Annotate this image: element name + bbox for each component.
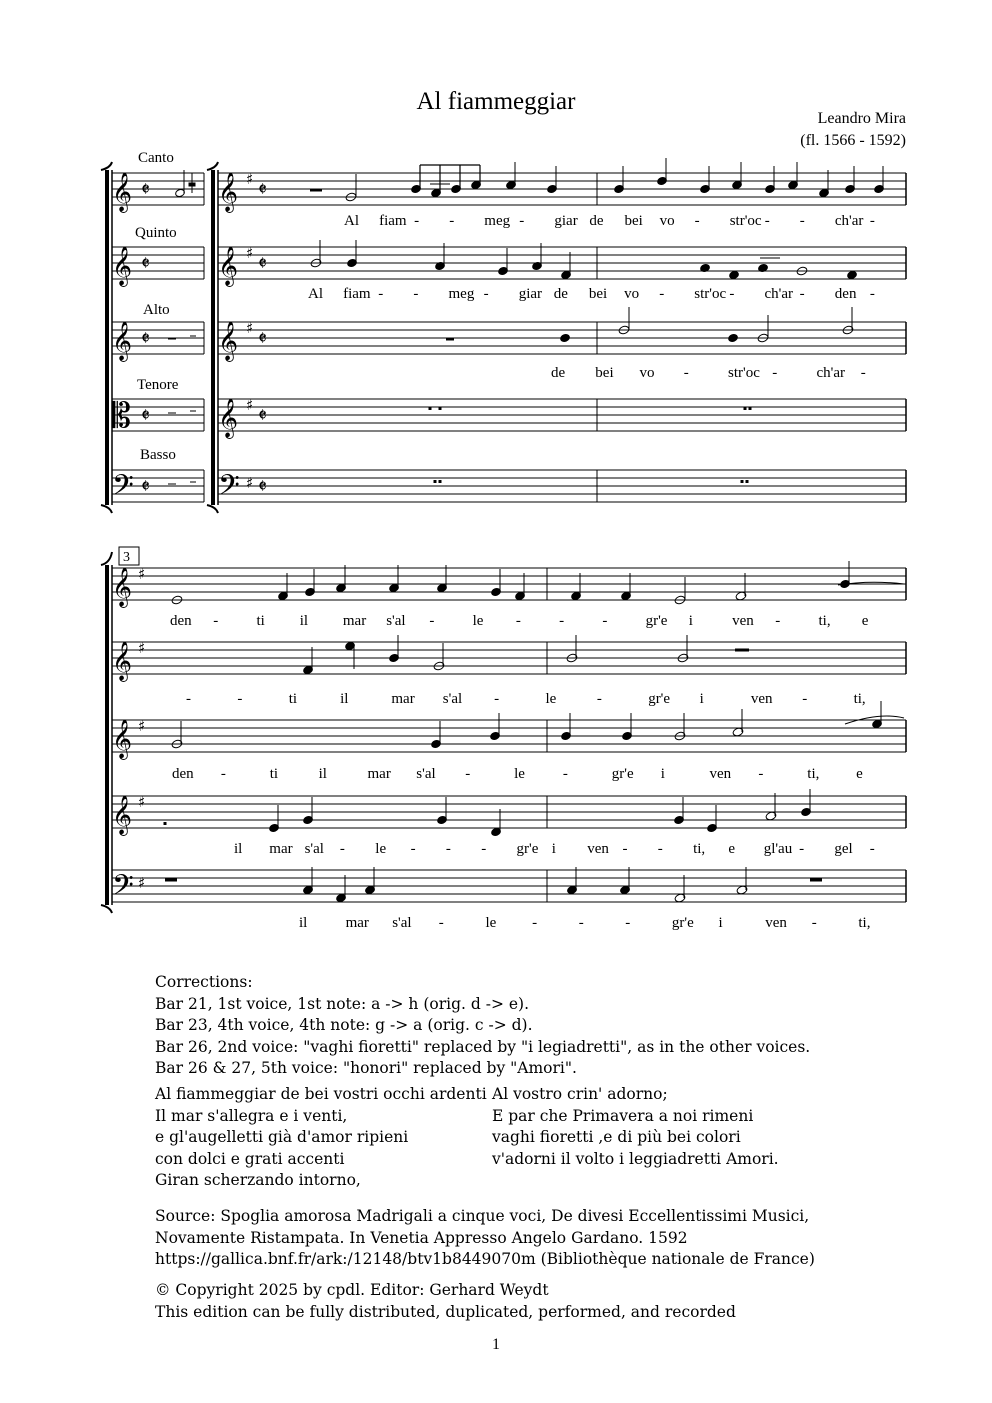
lyric-syllable: gr'e xyxy=(516,841,539,857)
lyric-syllable: - xyxy=(802,691,808,707)
lyric-syllable: - xyxy=(413,286,419,302)
lyric-syllable: - xyxy=(811,915,817,931)
svg-text:𝄞: 𝄞 xyxy=(112,321,133,361)
lyric-syllable: fiam xyxy=(379,213,407,229)
poem-line: vaghi fioretti ,e di più bei colori xyxy=(492,1128,741,1146)
lyric-syllable: - xyxy=(758,766,764,782)
lyric-syllable: ti, xyxy=(858,915,871,931)
lyric-syllable: str'oc xyxy=(728,365,760,381)
poem-line: e gl'augelletti già d'amor ripieni xyxy=(155,1128,409,1146)
lyric-syllable: - xyxy=(860,365,866,381)
poem-line: Al fiammeggiar de bei vostri occhi ardenti xyxy=(155,1085,487,1103)
lyric-syllable: il xyxy=(318,766,327,782)
lyric-syllable: - xyxy=(532,915,538,931)
svg-text:𝄞: 𝄞 xyxy=(218,398,239,438)
lyric-syllable: - xyxy=(429,613,435,629)
lyric-syllable: le xyxy=(485,915,497,931)
lyric-syllable: ti xyxy=(256,613,265,629)
lyric-syllable: bei xyxy=(595,365,614,381)
lyric-syllable: ti, xyxy=(853,691,866,707)
lyric-syllable: le xyxy=(545,691,557,707)
lyric-syllable: str'oc xyxy=(694,286,727,302)
lyric-syllable: - xyxy=(410,841,416,857)
lyric-syllable: - xyxy=(578,915,584,931)
lyric-syllable: bei xyxy=(588,286,608,302)
lyric-syllable: il xyxy=(340,691,349,707)
lyric-syllable: gl'au xyxy=(763,841,793,857)
lyric-syllable: den xyxy=(172,766,194,782)
svg-text:𝄞: 𝄞 xyxy=(218,246,239,286)
voice-name-tenore: Tenore xyxy=(137,377,179,393)
svg-text:𝄵: 𝄵 xyxy=(258,403,267,427)
lyric-syllable: mar xyxy=(342,613,367,629)
lyric-syllable: - xyxy=(186,691,191,707)
svg-text:♯: ♯ xyxy=(138,793,146,811)
lyric-syllable: ti, xyxy=(818,613,831,629)
lyric-syllable: - xyxy=(775,613,781,629)
lyric-syllable: ven xyxy=(765,915,787,931)
svg-text:𝄵: 𝄵 xyxy=(258,251,267,275)
lyric-syllable: - xyxy=(494,691,500,707)
poem-line: E par che Primavera a noi rimeni xyxy=(492,1106,754,1125)
lyric-syllable: - xyxy=(869,841,875,857)
poem-right xyxy=(492,1084,779,1170)
lyric-syllable: le xyxy=(472,613,484,629)
svg-text:♯: ♯ xyxy=(246,474,254,492)
lyric-syllable: - xyxy=(220,766,226,782)
svg-text:𝄵: 𝄵 xyxy=(141,403,150,427)
copyright-line: © Copyright 2025 by cpdl. Editor: Gerhard Weydt xyxy=(155,1281,549,1299)
lyric-syllable: s'al xyxy=(392,915,412,931)
svg-text:𝄢: 𝄢 xyxy=(218,469,240,509)
lyric-syllable: giar xyxy=(518,286,543,302)
lyric-syllable: - xyxy=(449,213,455,229)
lyric-syllable: gel xyxy=(834,841,853,857)
lyric-syllable: - xyxy=(414,213,420,229)
svg-text:♯: ♯ xyxy=(246,244,254,262)
lyric-syllable: ven xyxy=(732,613,754,629)
lyric-syllable: - xyxy=(869,286,875,302)
svg-text:♯: ♯ xyxy=(246,170,254,188)
lyric-syllable: Al xyxy=(344,213,359,229)
lyric-syllable: - xyxy=(519,213,525,229)
lyric-syllable: ch'ar xyxy=(764,286,794,302)
lyric-syllable: - xyxy=(339,841,345,857)
lyric-syllable: - xyxy=(729,286,735,302)
lyric-syllable: vo xyxy=(659,213,675,229)
svg-text:𝄵: 𝄵 xyxy=(141,251,150,275)
lyric-syllable: - xyxy=(438,915,444,931)
lyric-syllable: ti xyxy=(288,691,298,707)
source-link: https://gallica.bnf.fr/ark:/12148/btv1b8449070m (Bibliothèque nationale de France) xyxy=(155,1250,815,1268)
lyric-syllable: - xyxy=(213,613,219,629)
lyric-syllable: mar xyxy=(391,691,415,707)
lyric-syllable: s'al xyxy=(386,613,406,629)
lyric-syllable: - xyxy=(596,691,602,707)
lyric-syllable: meg xyxy=(484,213,511,229)
svg-text:♯: ♯ xyxy=(138,717,146,735)
lyric-syllable: de xyxy=(551,365,566,381)
corrections-heading: Corrections: xyxy=(155,973,253,991)
svg-text:♯: ♯ xyxy=(246,396,254,414)
lyric-syllable: s'al xyxy=(442,691,463,707)
composer-name: Leandro Mira xyxy=(817,110,906,127)
corrections-section xyxy=(155,972,810,1080)
lyric-syllable: vo xyxy=(639,365,655,381)
lyric-syllable: Al xyxy=(308,286,323,302)
correction-item: Bar 21, 1st voice, 1st note: a -> h (orig. d -> e). xyxy=(155,994,530,1013)
lyric-syllable: ven xyxy=(750,691,773,707)
lyric-syllable: il xyxy=(234,841,243,857)
lyric-syllable: bei xyxy=(624,213,643,229)
lyric-syllable: - xyxy=(559,613,565,629)
lyric-syllable: le xyxy=(375,841,387,857)
voice-name-quinto: Quinto xyxy=(135,225,177,241)
svg-text:𝄞: 𝄞 xyxy=(112,172,133,212)
poem-line: Il mar s'allegra e i venti, xyxy=(155,1106,348,1125)
lyric-syllable: ch'ar xyxy=(816,365,846,381)
lyric-syllable: gr'e xyxy=(611,766,634,782)
page-title: Al fiammeggiar xyxy=(416,88,576,115)
correction-item: Bar 26, 2nd voice: "vaghi fioretti" replaced by "i legiadretti", as in the other voices. xyxy=(155,1037,811,1056)
lyric-syllable: ti, xyxy=(807,766,820,782)
source-line: Novamente Ristampata. In Venetia Appresso Angelo Gardano. 1592 xyxy=(155,1228,688,1247)
lyric-syllable: s'al xyxy=(304,841,324,857)
lyric-syllable: i xyxy=(551,841,556,857)
lyric-syllable: gr'e xyxy=(671,915,694,931)
lyric-syllable: s'al xyxy=(416,766,436,782)
lyric-syllable: fiam xyxy=(343,286,371,302)
lyric-syllable: de xyxy=(589,213,604,229)
lyric-syllable: ven xyxy=(709,766,732,782)
page-number: 1 xyxy=(492,1336,500,1353)
poem-line: Al vostro crin' adorno; xyxy=(492,1085,668,1103)
lyric-syllable: e xyxy=(728,841,736,857)
lyric-syllable: - xyxy=(445,841,451,857)
svg-text:𝄵: 𝄵 xyxy=(258,177,267,201)
lyric-syllable: str'oc xyxy=(729,213,762,229)
lyric-syllable: - xyxy=(799,286,805,302)
svg-text:𝄞: 𝄞 xyxy=(112,641,133,681)
lyric-syllable: i xyxy=(699,691,704,707)
lyric-syllable: - xyxy=(481,841,487,857)
lyric-syllable: le xyxy=(514,766,525,782)
lyric-syllable: - xyxy=(515,613,521,629)
lyric-syllable: i xyxy=(660,766,665,782)
svg-text:𝄞: 𝄞 xyxy=(218,172,239,212)
correction-item: Bar 23, 4th voice, 4th note: g -> a (orig. c -> d). xyxy=(155,1016,533,1034)
poem-line: Giran scherzando intorno, xyxy=(155,1171,361,1189)
lyric-syllable: - xyxy=(657,841,663,857)
lyric-syllable: mar xyxy=(367,766,391,782)
svg-text:𝄡: 𝄡 xyxy=(112,396,131,436)
copyright-section xyxy=(155,1280,736,1323)
measure-number: 3 xyxy=(123,550,130,565)
svg-text:♯: ♯ xyxy=(138,565,146,583)
svg-text:♯: ♯ xyxy=(246,319,254,337)
svg-text:♯: ♯ xyxy=(138,639,146,657)
svg-text:𝄵: 𝄵 xyxy=(258,474,267,498)
lyric-syllable: ti, xyxy=(693,841,706,857)
lyric-syllable: il xyxy=(299,915,308,931)
lyric-syllable: - xyxy=(602,613,608,629)
lyric-syllable: - xyxy=(869,213,875,229)
lyric-syllable: - xyxy=(622,841,628,857)
lyric-syllable: e xyxy=(856,766,863,782)
lyric-syllable: il xyxy=(299,613,309,629)
lyric-syllable: - xyxy=(625,915,631,931)
svg-text:♯: ♯ xyxy=(138,874,146,892)
lyric-syllable: - xyxy=(378,286,384,302)
lyric-syllable: ch'ar xyxy=(834,213,864,229)
lyric-syllable: - xyxy=(799,213,805,229)
lyric-syllable: - xyxy=(799,841,805,857)
voice-name-alto: Alto xyxy=(143,302,170,318)
lyric-syllable: i xyxy=(718,915,723,931)
composer-dates: (fl. 1566 - 1592) xyxy=(800,132,906,149)
license-line: This edition can be fully distributed, duplicated, performed, and recorded xyxy=(155,1302,736,1321)
lyric-syllable: - xyxy=(237,691,243,707)
poem-line: con dolci e grati accenti xyxy=(155,1149,345,1168)
lyric-syllable: mar xyxy=(269,841,293,857)
svg-text:𝄢: 𝄢 xyxy=(112,469,134,509)
source-section xyxy=(155,1206,815,1271)
svg-text:𝄞: 𝄞 xyxy=(112,795,133,835)
voice-name-basso: Basso xyxy=(140,447,176,463)
correction-item: Bar 26 & 27, 5th voice: "honori" replaced by "Amori". xyxy=(155,1059,577,1077)
lyric-syllable: ti xyxy=(269,766,279,782)
svg-text:𝄵: 𝄵 xyxy=(141,474,150,498)
poem-left xyxy=(155,1084,487,1192)
voice-name-canto: Canto xyxy=(138,150,174,166)
svg-text:𝄞: 𝄞 xyxy=(112,246,133,286)
svg-text:𝄞: 𝄞 xyxy=(218,321,239,361)
lyric-syllable: - xyxy=(764,213,770,229)
lyric-syllable: mar xyxy=(345,915,369,931)
lyric-syllable: gr'e xyxy=(648,691,671,707)
lyric-syllable: de xyxy=(553,286,568,302)
svg-text:𝄢: 𝄢 xyxy=(112,869,134,909)
svg-text:𝄵: 𝄵 xyxy=(141,326,150,350)
lyric-syllable: gr'e xyxy=(645,613,668,629)
lyric-syllable: - xyxy=(772,365,778,381)
lyric-syllable: ven xyxy=(587,841,609,857)
lyric-syllable: meg xyxy=(448,286,475,302)
source-line: Source: Spoglia amorosa Madrigali a cinque voci, De divesi Eccellentissimi Musici, xyxy=(155,1207,810,1225)
lyric-syllable: den xyxy=(170,613,192,629)
lyric-syllable: den xyxy=(834,286,857,302)
svg-text:𝄵: 𝄵 xyxy=(141,177,150,201)
lyric-syllable: - xyxy=(659,286,665,302)
svg-text:𝄞: 𝄞 xyxy=(112,567,133,607)
svg-text:𝄵: 𝄵 xyxy=(258,326,267,350)
svg-text:𝄞: 𝄞 xyxy=(112,719,133,759)
lyric-syllable: - xyxy=(683,365,689,381)
lyric-syllable: - xyxy=(694,213,700,229)
lyric-syllable: - xyxy=(562,766,568,782)
lyric-syllable: e xyxy=(861,613,869,629)
lyric-syllable: i xyxy=(688,613,693,629)
lyric-syllable: giar xyxy=(554,213,578,229)
poem-line: v'adorni il volto i leggiadretti Amori. xyxy=(492,1149,779,1168)
lyric-syllable: - xyxy=(465,766,471,782)
lyric-syllable: - xyxy=(483,286,489,302)
lyric-syllable: vo xyxy=(624,286,640,302)
